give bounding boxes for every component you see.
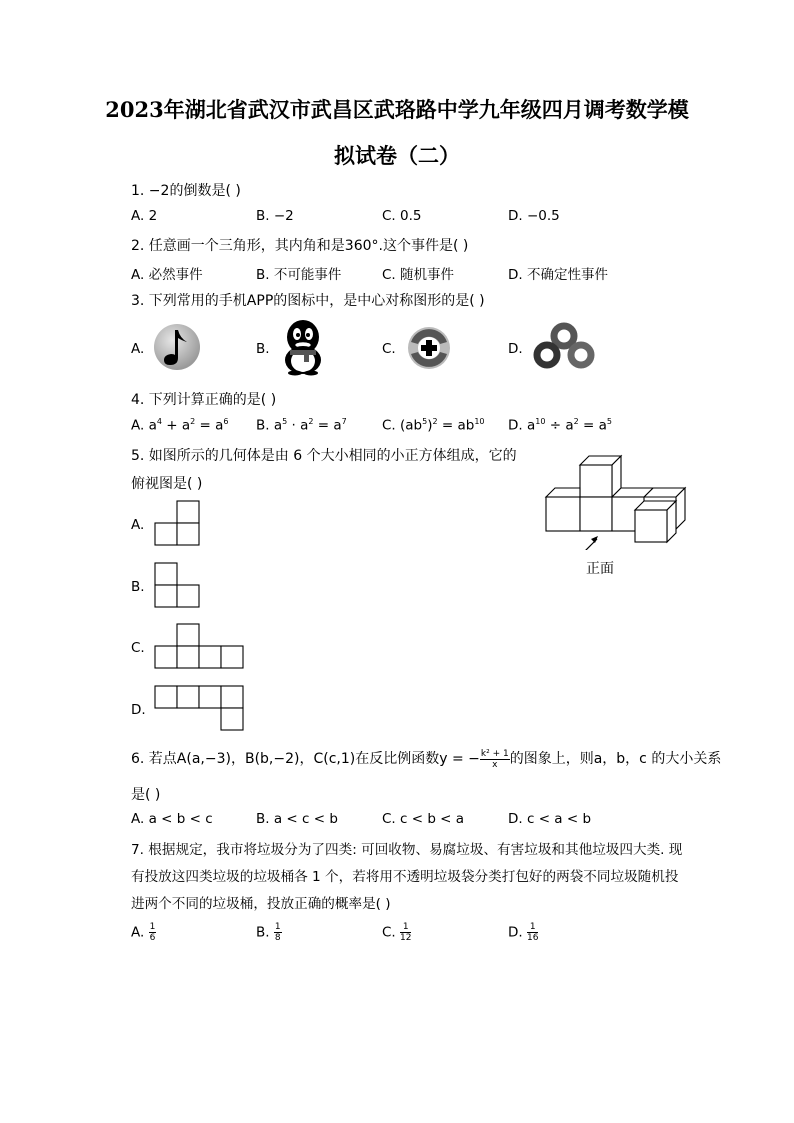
q7-option-b[interactable] [256, 922, 282, 943]
question-2: 2. 任意画一个三角形，其内角和是360°.这个事件是( ) [131, 238, 469, 254]
page-title-line1: 2023年湖北省武汉市武昌区武珞路中学九年级四月调考数学模 [105, 97, 689, 122]
q6-text-pre: 6. 若点A(a,−3)，B(b,−2)，C(c,1)在反比例函数y = − [131, 751, 480, 767]
q5-option-a-figure [154, 500, 202, 548]
q5-option-a[interactable]: A. [131, 517, 145, 533]
q6-text-post: 的图象上，则a，b，c 的大小关系 [509, 751, 722, 767]
question-6-line2: 是( ) [131, 787, 161, 803]
q3-option-c[interactable]: C. [382, 341, 396, 357]
q2-option-c[interactable]: C. 随机事件 [382, 267, 455, 283]
question-6-line1 [131, 748, 721, 770]
q7-a-num: 1 [149, 922, 156, 932]
q3-option-a[interactable]: A. [131, 341, 145, 357]
q5-option-b[interactable]: B. [131, 579, 145, 595]
q4-option-c-label: C. [382, 417, 396, 434]
plus-circle-app-icon [404, 324, 454, 372]
q7-option-b-label: B. [256, 924, 270, 941]
q6-frac-den: x [492, 759, 498, 770]
q7-option-d-label: D. [508, 924, 523, 941]
q5-option-b-figure [154, 562, 202, 610]
q7-d-num: 1 [527, 922, 538, 933]
q2-option-b[interactable]: B. 不可能事件 [256, 267, 342, 283]
q7-option-d[interactable] [508, 922, 538, 943]
q6-option-c[interactable]: C. c < b < a [382, 811, 465, 827]
q5-option-c[interactable]: C. [131, 640, 145, 656]
question-5-line2: 俯视图是( ) [131, 476, 203, 492]
question-3: 3. 下列常用的手机APP的图标中，是中心对称图形的是( ) [131, 293, 485, 309]
q7-d-den: 16 [526, 933, 539, 943]
q4-option-d-label: D. [508, 417, 523, 434]
q6-option-b[interactable]: B. a < c < b [256, 811, 338, 827]
q5-option-d[interactable]: D. [131, 702, 146, 718]
q3-option-b[interactable]: B. [256, 341, 270, 357]
q4-option-a-label: A. [131, 417, 145, 434]
q6-frac-num: k² + 1 [480, 748, 509, 759]
q1-option-c[interactable]: C. 0.5 [382, 208, 422, 224]
q7-b-num: 1 [274, 922, 281, 932]
q7-option-a[interactable] [131, 922, 156, 943]
q5-cubes-figure [540, 450, 695, 550]
question-7-line3: 进两个不同的垃圾桶，投放正确的概率是( ) [131, 896, 391, 912]
q7-option-c[interactable] [382, 922, 411, 943]
question-5-line1: 5. 如图所示的几何体是由 6 个大小相同的小正方体组成，它的 [131, 448, 517, 464]
q5-option-d-figure [154, 685, 246, 733]
q7-option-a-label: A. [131, 924, 145, 941]
q2-option-a[interactable]: A. 必然事件 [131, 267, 203, 283]
q5-front-label: 正面 [586, 561, 614, 577]
q4-option-d[interactable]: D. $a^{10} \div a^2 = a^5$ [508, 417, 612, 434]
q4-option-a[interactable]: A. $a^4 + a^2 = a^6$ [131, 417, 229, 434]
q6-option-a[interactable]: A. a < b < c [131, 811, 213, 827]
q1-option-d[interactable]: D. −0.5 [508, 208, 560, 224]
q2-option-d[interactable]: D. 不确定性事件 [508, 267, 608, 283]
q7-c-num: 1 [400, 922, 411, 933]
page-title-line2: 拟试卷（二） [334, 143, 460, 168]
question-7-line1: 7. 根据规定，我市将垃圾分为了四类: 可回收物、易腐垃圾、有害垃圾和其他垃圾四大类. 现 [131, 842, 683, 858]
q7-c-den: 12 [400, 933, 412, 943]
linked-rings-app-icon [530, 322, 598, 372]
question-7-line2: 有投放这四类垃圾的垃圾桶各 1 个，若将用不透明垃圾袋分类打包好的两袋不同垃圾随机投 [131, 869, 679, 885]
q7-b-den: 8 [274, 933, 281, 943]
q6-fraction [480, 749, 510, 770]
q4-option-b-label: B. [256, 417, 270, 434]
q1-option-a[interactable]: A. 2 [131, 208, 158, 224]
qq-penguin-icon [278, 318, 328, 376]
q5-option-c-figure [154, 623, 246, 671]
q4-option-c[interactable]: C. $(ab^5)^2 = ab^{10}$ [382, 417, 485, 434]
q1-option-b[interactable]: B. −2 [256, 208, 294, 224]
music-note-icon [153, 322, 201, 372]
question-1: 1. −2的倒数是( ) [131, 183, 241, 199]
q7-option-c-label: C. [382, 924, 396, 941]
q6-option-d[interactable]: D. c < a < b [508, 811, 592, 827]
q7-a-den: 6 [149, 933, 156, 943]
q4-option-b[interactable]: B. $a^5 \cdot a^2 = a^7$ [256, 417, 347, 434]
q3-option-d[interactable]: D. [508, 341, 523, 357]
question-4: 4. 下列计算正确的是( ) [131, 392, 277, 408]
